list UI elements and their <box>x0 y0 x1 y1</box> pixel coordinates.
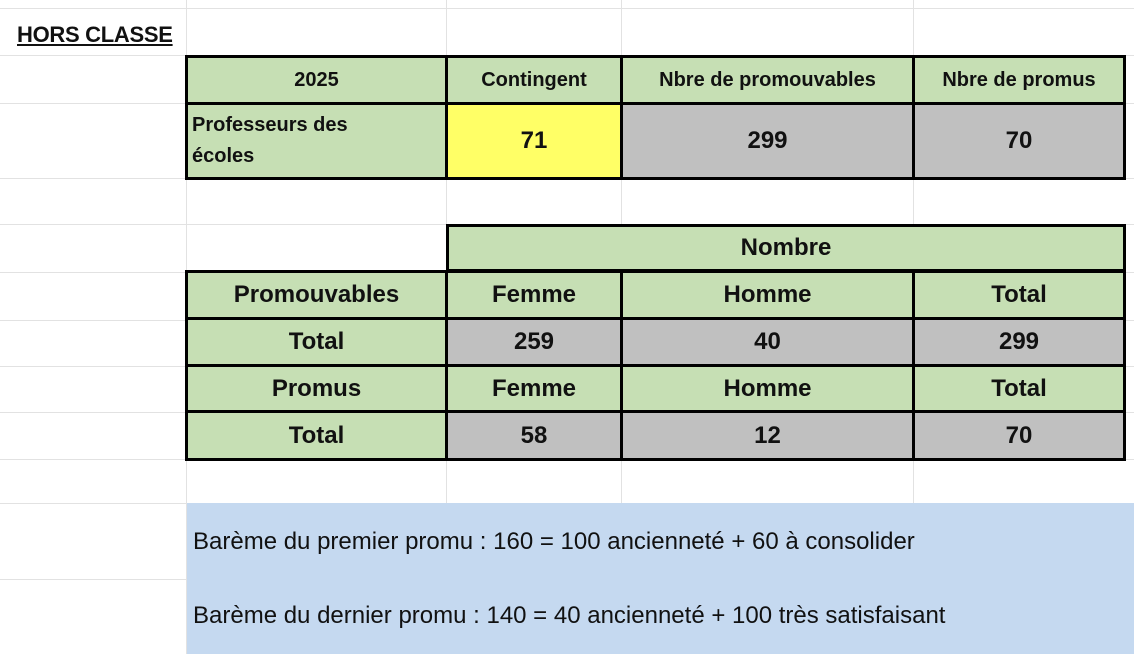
header-homme-2[interactable]: Homme <box>623 367 915 413</box>
value-homme-1[interactable]: 40 <box>623 320 915 367</box>
label-total-1[interactable]: Total <box>185 320 448 367</box>
header-nombre[interactable]: Nombre <box>446 224 1126 272</box>
header-promus[interactable]: Nbre de promus <box>915 55 1126 105</box>
label-promus[interactable]: Promus <box>185 367 448 413</box>
header-year[interactable]: 2025 <box>185 55 448 105</box>
contingent-value[interactable]: 71 <box>448 105 623 180</box>
value-total-2[interactable]: 70 <box>915 413 1126 461</box>
label-promouvables[interactable]: Promouvables <box>185 270 448 320</box>
row-label-professeurs[interactable] <box>185 105 448 180</box>
sheet-title: HORS CLASSE <box>17 22 173 47</box>
bareme-dernier-promu[interactable]: Barème du dernier promu : 140 = 40 ancienneté + 100 très satisfaisant <box>193 602 946 629</box>
header-homme-1[interactable]: Homme <box>623 270 915 320</box>
header-total-2[interactable]: Total <box>915 367 1126 413</box>
bareme-premier-promu[interactable]: Barème du premier promu : 160 = 100 ancienneté + 60 à consolider <box>193 528 915 555</box>
promouvables-value[interactable]: 299 <box>623 105 915 180</box>
header-femme-1[interactable]: Femme <box>448 270 623 320</box>
row-label-line1: Professeurs des <box>192 114 348 136</box>
header-total-1[interactable]: Total <box>915 270 1126 320</box>
header-femme-2[interactable]: Femme <box>448 367 623 413</box>
value-femme-1[interactable]: 259 <box>448 320 623 367</box>
value-homme-2[interactable]: 12 <box>623 413 915 461</box>
label-total-2[interactable]: Total <box>185 413 448 461</box>
bareme-notes <box>187 503 1134 654</box>
value-femme-2[interactable]: 58 <box>448 413 623 461</box>
header-contingent[interactable]: Contingent <box>448 55 623 105</box>
value-total-1[interactable]: 299 <box>915 320 1126 367</box>
promus-value[interactable]: 70 <box>915 105 1126 180</box>
row-label-line2: écoles <box>192 145 255 167</box>
header-promouvables[interactable]: Nbre de promouvables <box>623 55 915 105</box>
